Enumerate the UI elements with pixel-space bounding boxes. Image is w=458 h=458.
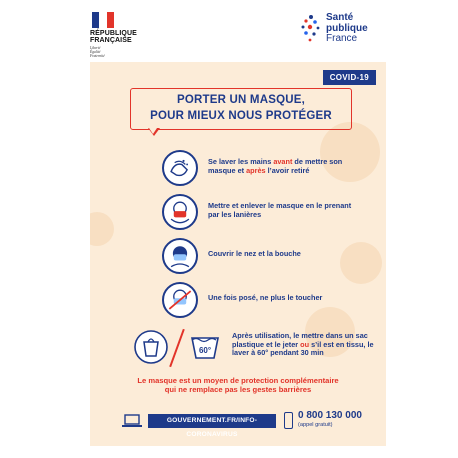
spf-text [326, 13, 368, 45]
rf-motto-2: Égalité [90, 50, 101, 54]
warning-line1: Le masque est un moyen de protection complémentaire [137, 376, 339, 385]
mask-straps-icon [162, 194, 198, 230]
step-1-text [208, 158, 358, 175]
phone-note: (appel gratuit) [298, 422, 333, 428]
spf-line2: publique [326, 22, 368, 34]
wash-60-icon [188, 330, 222, 364]
covid-badge: COVID-19 [323, 70, 376, 85]
rf-motto-3: Fraternité [90, 54, 105, 58]
rf-motto [90, 46, 105, 58]
virus-decoration [340, 242, 382, 284]
step-1-part: de mettre son masque et [208, 157, 343, 175]
step-1-part: Se laver les mains [208, 157, 274, 166]
rf-title [90, 30, 137, 44]
rf-motto-1: Liberté [90, 46, 101, 50]
or-slash [169, 329, 185, 367]
phone-icon [284, 412, 293, 429]
step-5-part: Après utilisation, le mettre dans un sac plastique et le jeter [232, 331, 368, 349]
sante-publique-france-logo [300, 10, 380, 50]
step-4-text: Une fois posé, ne plus le toucher [208, 293, 323, 302]
poster-title-line2: POUR MIEUX NOUS PROTÉGER [150, 110, 332, 122]
poster-title-line1: PORTER UN MASQUE, [177, 94, 305, 106]
step-2-text: Mettre et enlever le masque en le prenant par les lanières [208, 201, 352, 219]
laptop-icon [122, 414, 142, 428]
phone-number[interactable]: 0 800 130 000 [298, 410, 362, 421]
wash-temp-label: 60° [198, 346, 212, 355]
info-url-link[interactable]: GOUVERNEMENT.FR/INFO-CORONAVIRUS [148, 414, 276, 428]
warning-line2: qui ne remplace pas les gestes barrières [164, 385, 312, 394]
spf-line3: France [326, 33, 358, 44]
republique-francaise-logo [90, 12, 150, 56]
rf-title-line1: RÉPUBLIQUE [90, 30, 137, 37]
step-3-text: Couvrir le nez et la bouche [208, 249, 301, 258]
step-1-part: l’avoir retiré [265, 165, 310, 175]
spf-dots-icon [300, 14, 322, 44]
hand-washing-icon [162, 150, 198, 186]
poster-footer [90, 408, 386, 438]
speech-bubble-tail-inner [149, 128, 157, 134]
french-flag-icon [92, 12, 114, 28]
step-5-ou: ou [300, 339, 310, 349]
spf-line1: Santé [326, 12, 354, 23]
step-5-part: s’il est en tissu, le laver à 60° pendant 30 min [232, 339, 374, 358]
covered-face-icon [162, 238, 198, 274]
warning-text [110, 376, 366, 394]
rf-title-line2: FRANÇAISE [90, 37, 132, 44]
no-touch-mask-icon [162, 282, 198, 318]
virus-decoration [90, 212, 114, 246]
trash-bag-icon [134, 330, 168, 364]
step-1-apres: après [246, 165, 266, 175]
step-1-avant: avant [273, 157, 293, 166]
step-5-text [232, 332, 374, 358]
poster [90, 62, 386, 446]
